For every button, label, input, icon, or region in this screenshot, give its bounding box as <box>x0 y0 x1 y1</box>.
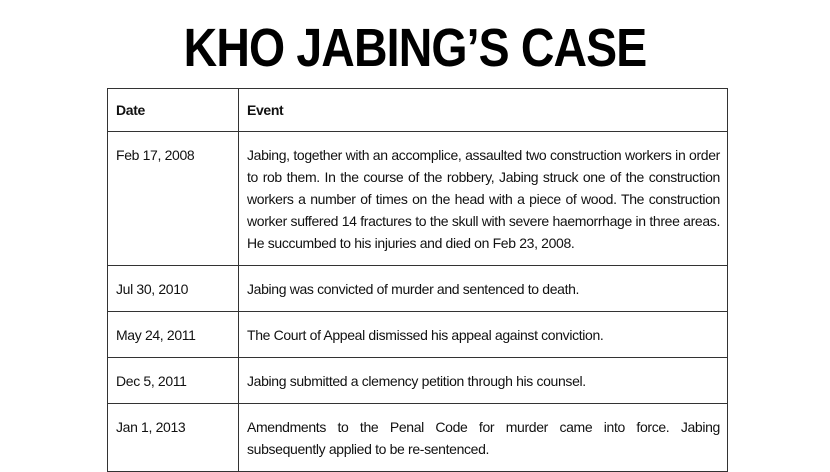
row-date: Jan 1, 2013 <box>108 404 239 472</box>
case-timeline-table <box>107 88 728 472</box>
row-date: Jul 30, 2010 <box>108 266 239 312</box>
row-event: Amendments to the Penal Code for murder came into force. Jabing subsequently applied to be re-sentenced. <box>239 404 728 472</box>
table-row <box>108 266 728 312</box>
title-container <box>0 18 830 78</box>
header-event: Event <box>239 89 728 132</box>
row-event: Jabing submitted a clemency petition through his counsel. <box>239 358 728 404</box>
row-event: Jabing, together with an accomplice, assaulted two construction workers in order to rob them. In the course of the robbery, Jabing struck one of the construction workers a number of times on the head with a piece of wood. The construction worker suffered 14 fractures to the skull with severe haemorrhage in three areas. He succumbed to his injuries and died on Feb 23, 2008. <box>239 132 728 266</box>
page-title: KHO JABING’S CASE <box>183 18 647 78</box>
header-date: Date <box>108 89 239 132</box>
row-date: Feb 17, 2008 <box>108 132 239 266</box>
table-row <box>108 404 728 472</box>
table-row <box>108 312 728 358</box>
row-event: The Court of Appeal dismissed his appeal against conviction. <box>239 312 728 358</box>
row-event: Jabing was convicted of murder and sentenced to death. <box>239 266 728 312</box>
row-date: May 24, 2011 <box>108 312 239 358</box>
table-row <box>108 132 728 266</box>
table-row <box>108 358 728 404</box>
row-date: Dec 5, 2011 <box>108 358 239 404</box>
table-header-row <box>108 89 728 132</box>
